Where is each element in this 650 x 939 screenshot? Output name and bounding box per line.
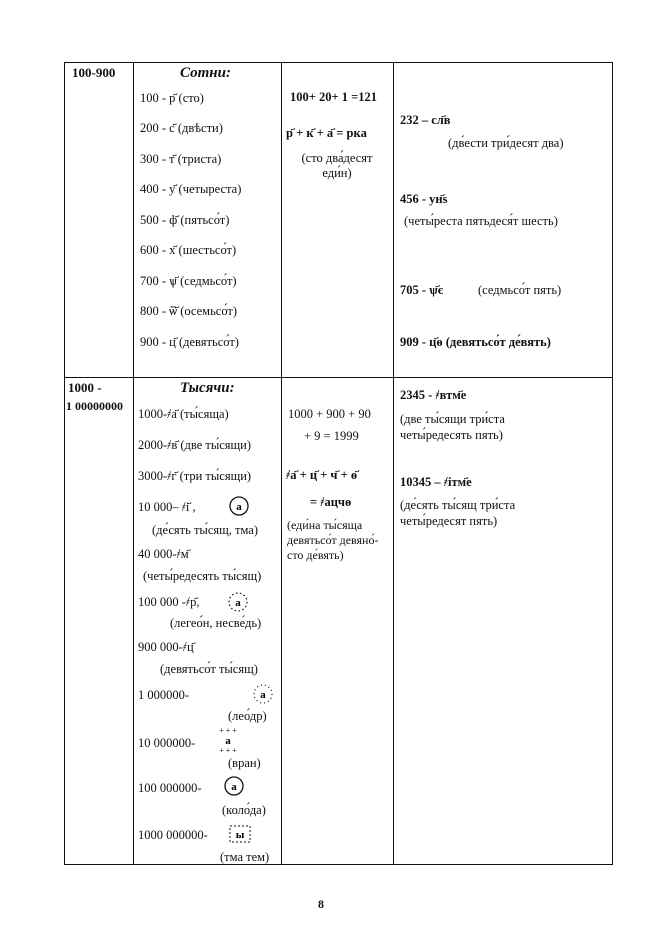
thousands-sample-reading: (де́сять ты́сящ три́ста	[400, 498, 516, 512]
thousands-example-sum-2: + 9 = 1999	[304, 429, 359, 443]
row-range-thousands-end: 1 00000000	[66, 399, 123, 413]
thousands-item: (тма тем)	[220, 850, 270, 864]
svg-text:а: а	[225, 735, 231, 747]
hundreds-sample-number: 705 - ѱ҃є	[400, 283, 444, 297]
column-divider-3	[393, 63, 394, 864]
rayed-numeral-icon	[250, 682, 276, 706]
thousands-sample-number: 10345 – ҂ітм҃е	[400, 475, 472, 489]
thousands-item: 100 000 -҂р҃,	[138, 595, 200, 609]
svg-text:а: а	[236, 501, 242, 513]
thousands-item: 40 000-҂м҃	[138, 547, 189, 561]
svg-text:+ + +: + + +	[219, 726, 237, 735]
thousands-example-reading-3: сто де́вять)	[287, 548, 344, 562]
thousands-sample-reading: (две ты́сящи три́ста	[400, 412, 505, 426]
thousands-sample-number: 2345 - ҂втм҃е	[400, 388, 467, 402]
thousands-sample-reading: четы́редесять пять)	[400, 428, 503, 442]
svg-text:а: а	[235, 597, 241, 609]
ringed-numeral-icon	[222, 775, 246, 797]
thousands-sample-reading: четы́редесят пять)	[400, 514, 498, 528]
thousands-item: 10 000– ҂і҃ ,	[138, 500, 196, 514]
hundreds-example-reading-1: (сто два́десят	[301, 151, 373, 165]
thousands-item: 1 000000-	[138, 688, 190, 702]
thousands-item: 100 000000-	[138, 781, 202, 795]
thousands-item: (вран)	[228, 756, 261, 770]
thousands-item: (лео́др)	[228, 709, 267, 723]
thousands-item: (девятьсо́т ты́сящ)	[160, 662, 258, 676]
hundreds-item: 600 - х҃ (шестьсо́т)	[140, 243, 237, 257]
hundreds-item: 700 - ѱ҃ (седмьсо́т)	[140, 274, 237, 288]
svg-text:а: а	[260, 689, 266, 701]
hundreds-item: 900 - ц҃ (девятьсо́т)	[140, 335, 239, 349]
svg-text:ы: ы	[235, 829, 245, 841]
thousands-item: (де́сять ты́сящ, тма)	[152, 523, 258, 537]
column-divider-1	[133, 63, 134, 864]
thousands-item: 3000-҂г҃ (три ты́сящи)	[138, 469, 252, 483]
dashed-numeral-icon	[228, 823, 252, 845]
thousands-item: 2000-҂в҃ (две ты́сящи)	[138, 438, 252, 452]
hundreds-sample-number: 232 – сл҃в	[400, 113, 451, 127]
hundreds-sample-reading: (четы́реста пятьдеся́т шесть)	[404, 214, 558, 228]
hundreds-item: 400 - у҃ (четыреста)	[140, 182, 242, 196]
thousands-item: 1000-҂а҃ (ты́сяща)	[138, 407, 229, 421]
hundreds-sample-reading: (седмьсо́т пять)	[478, 283, 562, 297]
hundreds-item: 800 - ѿ҃ (осемьсо́т)	[140, 304, 238, 318]
hundreds-sample-reading: (дв́ести три́десят два)	[448, 136, 564, 150]
thousands-example-reading-2: девятьсо́т девяно́-	[287, 533, 379, 547]
column-divider-2	[281, 63, 282, 864]
thousands-item: 10 000000-	[138, 736, 196, 750]
thousands-item: 1000 000000-	[138, 828, 208, 842]
thousands-item: (коло́да)	[222, 803, 266, 817]
heading-hundreds: Сотни:	[180, 65, 231, 81]
page-number: 8	[318, 897, 324, 911]
thousands-item: (четы́редесять ты́сящ)	[143, 569, 262, 583]
hundreds-example-sum: 100+ 20+ 1 =121	[290, 90, 377, 104]
hundreds-example-letters: р҃ + к҃ + а҃ = ркa	[286, 126, 367, 140]
svg-text:а: а	[231, 781, 237, 793]
hundreds-item: 100 - р҃ (сто)	[140, 91, 204, 105]
row-divider	[65, 377, 612, 378]
hundreds-item: 300 - т҃ (триста)	[140, 152, 222, 166]
hundreds-item: 200 - с҃ (двѣсти)	[140, 121, 223, 135]
hundreds-item: 500 - ф҃ (пятьсо́т)	[140, 213, 230, 227]
svg-text:+ + +: + + +	[219, 746, 237, 754]
circled-numeral-icon	[228, 495, 250, 517]
hundreds-example-reading-2: еди́н)	[322, 166, 352, 180]
thousands-item: 900 000-҂ц҃	[138, 640, 194, 654]
thousands-example-letters: ҂а҃ + ц҃ + ч҃ + ѳ҃	[286, 468, 358, 482]
hundreds-sample-number: 909 - ц҃ѳ (девятьсо́т де́вять)	[400, 335, 551, 349]
thousands-example-reading-1: (еди́на ты́сяща	[287, 518, 363, 532]
row-range-hundreds: 100-900	[72, 65, 116, 80]
thousands-example-result: = ҂ацчѳ	[310, 495, 352, 509]
thousands-item: (легео́н, несве́дь)	[170, 616, 262, 630]
dotted-circle-numeral-icon	[226, 591, 250, 613]
row-range-thousands: 1000 -	[68, 380, 102, 395]
crossed-numeral-icon	[214, 726, 242, 754]
hundreds-sample-number: 456 - ун҃ѕ	[400, 192, 448, 206]
heading-thousands: Тысячи:	[180, 380, 235, 396]
thousands-example-sum: 1000 + 900 + 90	[288, 407, 371, 421]
